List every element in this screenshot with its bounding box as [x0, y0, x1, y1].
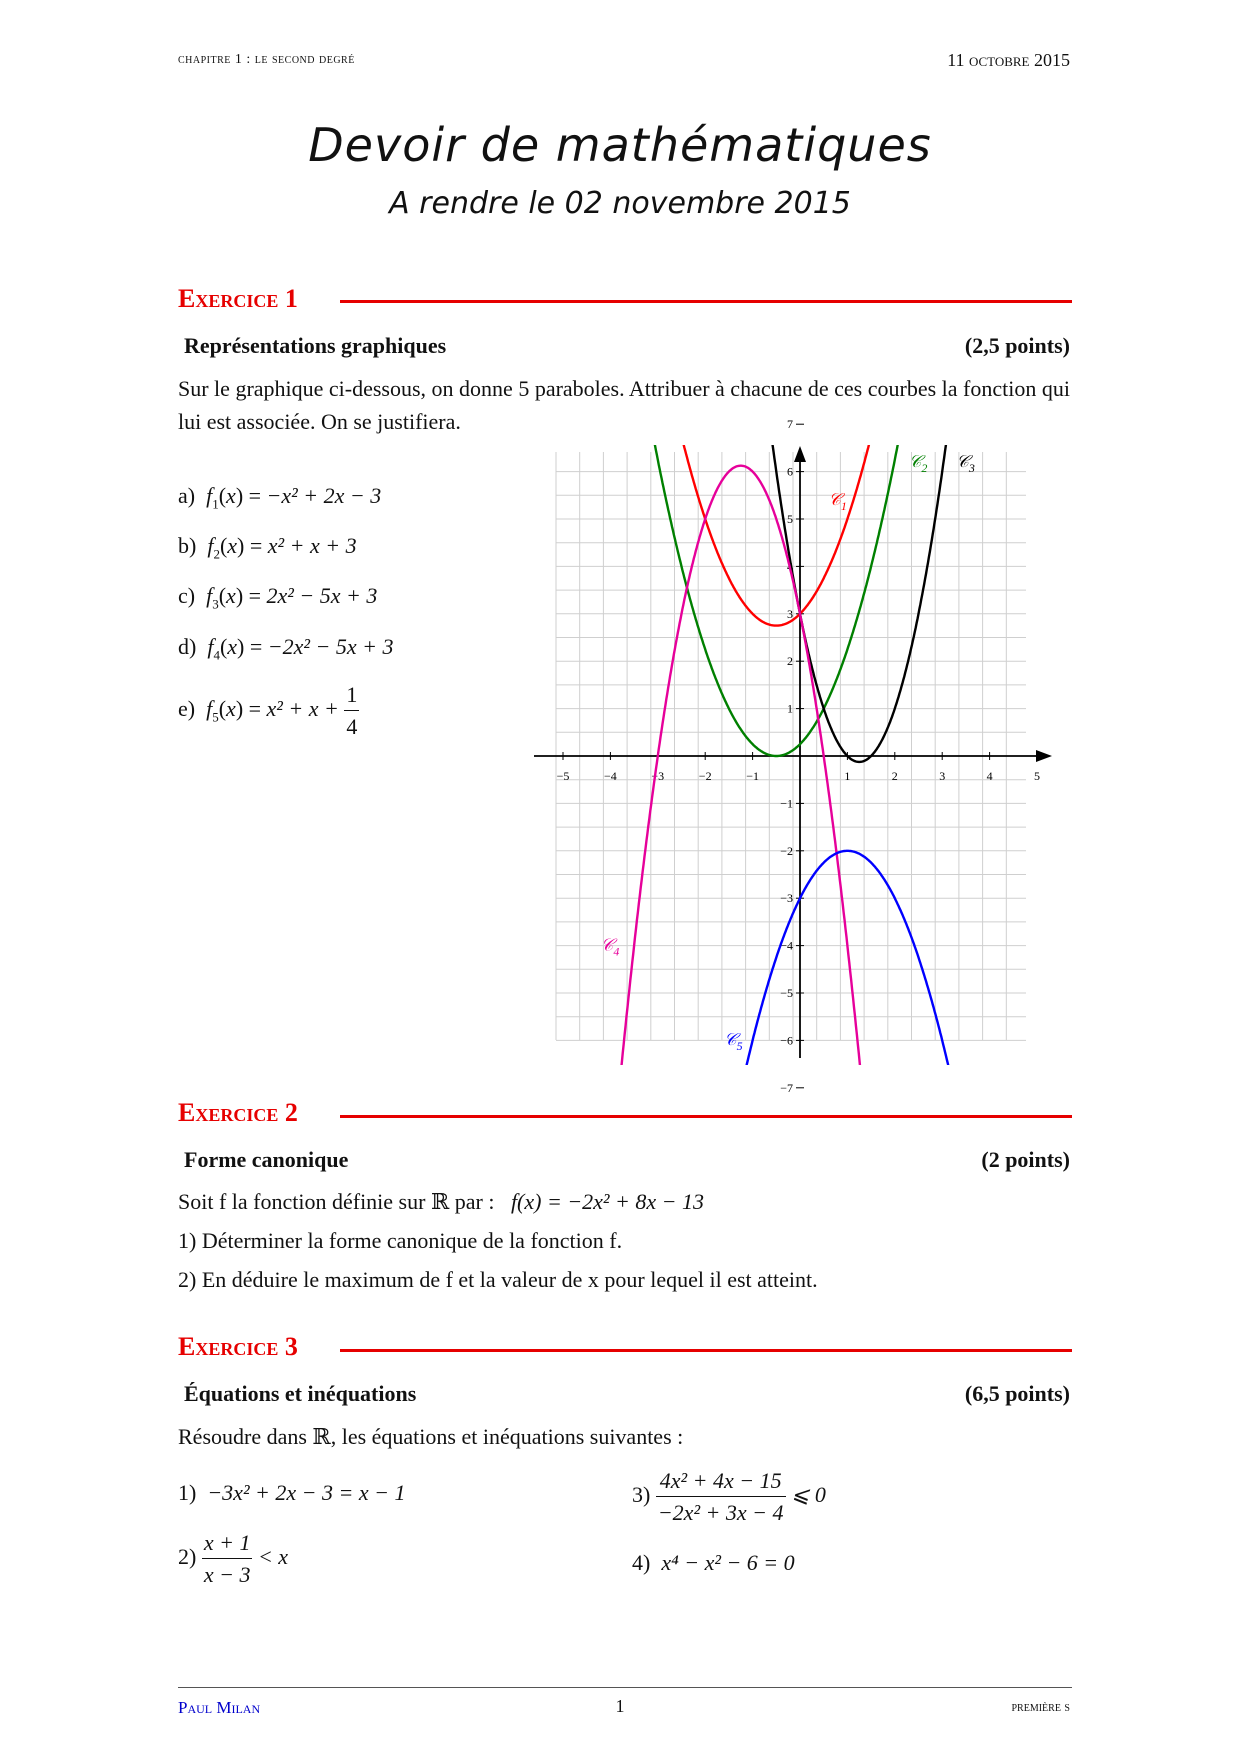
function-d-name: f — [207, 634, 214, 659]
x-tick-label: 2 — [891, 769, 898, 783]
function-e: e) $f_5(x) = x^2 + x$ + $\frac{1}{4}$ — [178, 682, 358, 739]
exercise1-points: (2,5 points) — [964, 333, 1070, 358]
x-tick-label: 1 — [844, 769, 851, 783]
function-c-rhs: 2x² − 5x + 3 — [266, 583, 378, 608]
exercise1-subtitle: Représentations graphiques — [184, 333, 447, 358]
y-tick-label: 4 — [787, 559, 793, 574]
exercise3-rule — [340, 1349, 1072, 1352]
function-b-name: f — [207, 533, 214, 558]
y-tick-label: 5 — [787, 512, 793, 526]
function-b-label: b) — [178, 533, 197, 558]
page-title: Devoir de mathématiques — [308, 118, 932, 172]
function-a: a) $f_1(x) = -x^2 + 2x - 3$ — [178, 483, 382, 512]
footer-rule — [178, 1687, 1072, 1688]
function-e-frac-num: 1 — [344, 682, 359, 711]
equation-4-label: 4) — [632, 1550, 651, 1575]
exercise2-intro-line — [178, 1185, 1078, 1218]
exercise1-title: Exercice 1 — [178, 284, 298, 313]
exercise2-subtitle: Forme canonique — [184, 1147, 349, 1172]
exercise2-question-2: 2) En déduire le maximum de f et la valeur de x pour lequel il est atteint. — [178, 1267, 818, 1292]
function-c-index: 3 — [212, 596, 219, 612]
function-e-name: f — [206, 696, 213, 722]
y-tick-label: 1 — [787, 701, 793, 716]
y-axis-arrow — [794, 446, 806, 462]
function-b-index: 2 — [213, 546, 220, 562]
inequation-2 — [178, 1530, 288, 1588]
function-d-label: d) — [178, 634, 197, 659]
inequation-3-label: 3) — [632, 1482, 651, 1508]
curve-label-c5: 𝒞$_5$ — [724, 1030, 743, 1054]
y-tick-label: −3 — [780, 891, 793, 906]
page-number: 1 — [615, 1696, 625, 1716]
inequation-2-rhs: < x — [257, 1544, 289, 1570]
equation-4-expr: x⁴ − x² − 6 = 0 — [661, 1550, 795, 1575]
function-b-rhs: x² + x + 3 — [267, 533, 357, 558]
x-axis-arrow — [1036, 750, 1052, 762]
inequation-3 — [632, 1468, 826, 1526]
equation-4 — [632, 1550, 795, 1576]
y-tick-label: −5 — [780, 986, 793, 1000]
inequation-3-rhs: ⩽ 0 — [791, 1482, 826, 1508]
page-subtitle: A rendre le 02 novembre 2015 — [389, 186, 851, 221]
inequation-3-den: −2x² + 3x − 4 — [657, 1500, 784, 1525]
x-tick-label: 3 — [939, 769, 946, 783]
curve-label-c1: 𝒞$_1$ — [828, 489, 847, 513]
function-d: d) $f_4(x) = -2x^2 - 5x + 3$ — [178, 634, 394, 663]
equation-1-label: 1) — [178, 1480, 197, 1505]
function-e-rhs: x² + x + — [266, 696, 345, 722]
exercise2-rule — [340, 1115, 1072, 1118]
inequation-3-fraction — [656, 1468, 786, 1526]
function-e-fraction — [344, 682, 359, 740]
x-tick-label: −2 — [698, 769, 712, 783]
footer-class: première s — [1011, 1700, 1070, 1715]
function-e-frac-den: 4 — [346, 714, 358, 739]
y-tick-label: −7 — [780, 1080, 793, 1095]
function-a-label: a) — [178, 483, 196, 508]
exercise2-question-1: 1) Déterminer la forme canonique de la fonction f. — [178, 1228, 623, 1253]
y-tick-label: −1 — [780, 796, 793, 811]
footer-author: Paul Milan — [178, 1698, 261, 1717]
exercise3-intro: Résoudre dans ℝ, les équations et inéquations suivantes : — [178, 1424, 684, 1449]
exercise1-text: Sur le graphique ci-dessous, on donne 5 paraboles. Attribuer à chacune de ces courbes la fonction qui lui est associée. On se justifiera. — [178, 376, 1070, 434]
x-tick-label: −5 — [556, 769, 570, 783]
inequation-2-fraction — [202, 1530, 253, 1588]
exercise3-subtitle: Équations et inéquations — [184, 1381, 417, 1406]
exercise2-points: (2 points) — [981, 1147, 1070, 1172]
exercise2-formula: f(x) = −2x² + 8x − 13 — [510, 1189, 704, 1214]
curve-label-c4: 𝒞$_4$ — [600, 935, 620, 959]
exercise2-intro: Soit f la fonction définie sur ℝ par : — [178, 1189, 495, 1214]
exercise3-points: (6,5 points) — [964, 1381, 1070, 1406]
exercise3-title: Exercice 3 — [178, 1332, 298, 1361]
function-d-index: 4 — [213, 647, 220, 663]
exercise1-rule — [340, 300, 1072, 303]
inequation-2-den: x − 3 — [203, 1562, 251, 1587]
function-b: b) $f_2(x) = x^2 + x + 3$ — [178, 533, 357, 562]
equation-1 — [178, 1480, 405, 1506]
inequation-2-label: 2) — [178, 1544, 197, 1570]
function-e-index: 5 — [212, 709, 219, 725]
y-tick-label: −4 — [780, 938, 793, 953]
function-e-label: e) — [178, 696, 196, 722]
exercise2-title: Exercice 2 — [178, 1098, 298, 1127]
x-tick-label: −1 — [746, 769, 759, 783]
y-tick-label: 7 — [787, 417, 793, 432]
function-c-label: c) — [178, 583, 196, 608]
y-tick-label: 6 — [787, 464, 793, 479]
curve-label-c2: 𝒞$_2$ — [909, 451, 928, 475]
x-tick-label: 4 — [986, 769, 993, 783]
y-tick-label: 2 — [787, 654, 793, 669]
equation-1-expr: −3x² + 2x − 3 = x − 1 — [207, 1480, 406, 1505]
x-tick-label: −4 — [604, 769, 617, 783]
y-tick-label: 3 — [787, 606, 793, 621]
function-a-rhs: −x² + 2x − 3 — [266, 483, 382, 508]
x-tick-label: 5 — [1034, 769, 1040, 783]
function-c-name: f — [206, 583, 213, 608]
curve-label-c3: 𝒞$_3$ — [956, 451, 975, 475]
function-d-rhs: −2x² − 5x + 3 — [267, 634, 394, 659]
inequation-2-num: x + 1 — [202, 1530, 253, 1559]
y-tick-label: −2 — [780, 843, 793, 858]
x-tick-label: −3 — [651, 769, 665, 783]
function-a-name: f — [206, 483, 213, 508]
header-date: 11 octobre 2015 — [947, 50, 1070, 70]
inequation-3-num: 4x² + 4x − 15 — [656, 1468, 786, 1497]
parabola-chart — [520, 417, 1080, 1095]
y-tick-label: −6 — [780, 1033, 793, 1048]
function-a-index: 1 — [212, 496, 219, 512]
function-c: c) $f_3(x) = 2x^2 - 5x + 3$ — [178, 583, 378, 612]
header-chapter: chapitre 1 : le second degré — [178, 52, 355, 67]
